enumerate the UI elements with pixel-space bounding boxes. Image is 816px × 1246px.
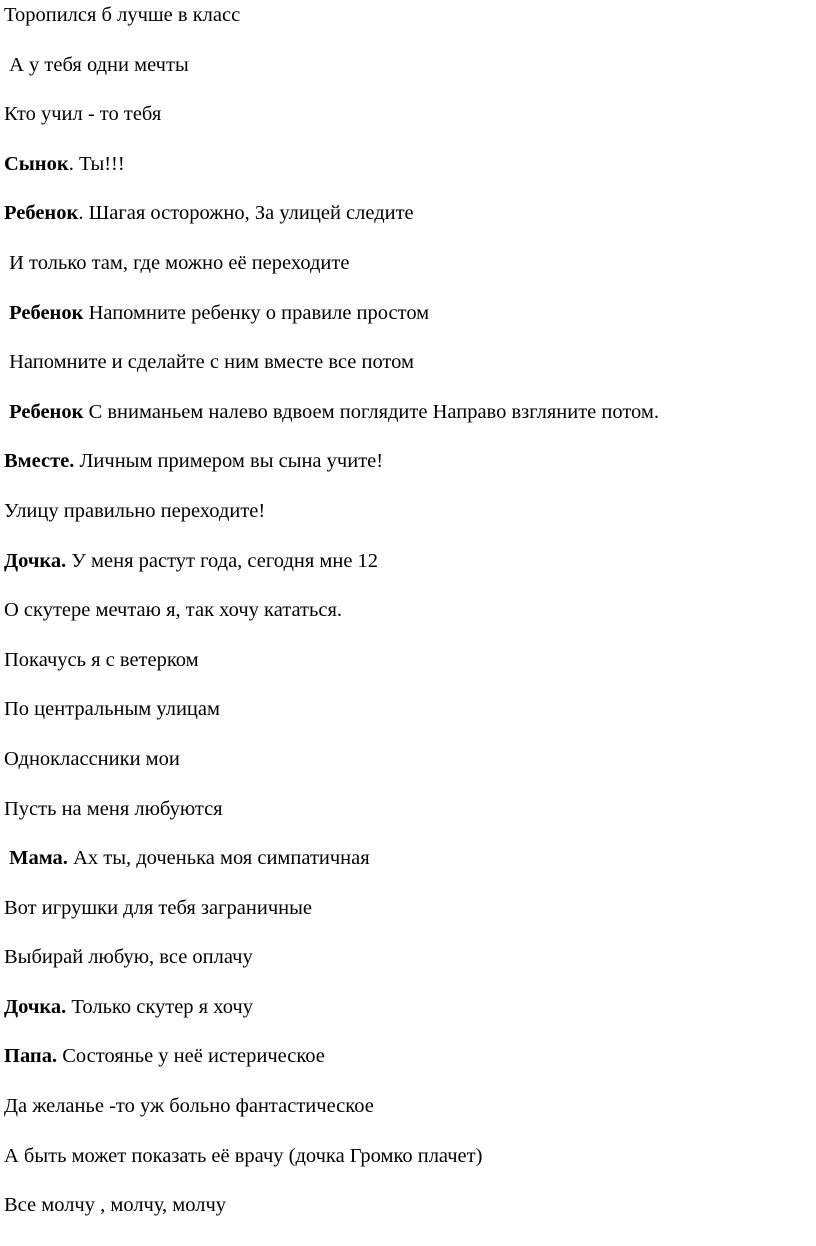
speaker-name: Мама. <box>4 847 68 870</box>
line-text: По центральным улицам <box>4 698 220 721</box>
text-line <box>4 149 812 199</box>
text-line <box>4 1190 812 1240</box>
text-line <box>4 397 812 447</box>
speaker-name: Ребенок <box>4 301 84 324</box>
line-text: Все молчу , молчу, молчу <box>4 1194 227 1217</box>
text-line <box>4 347 812 397</box>
text-line <box>4 99 812 149</box>
text-line <box>4 794 812 844</box>
line-text: Одноклассники мои <box>4 747 180 770</box>
line-text: Да желанье -то уж больно фантастическое <box>4 1095 374 1118</box>
speaker-name: Папа. <box>4 1045 58 1068</box>
speaker-name: Ребенок <box>4 202 79 225</box>
line-text: Ах ты, доченька моя симпатичная <box>67 847 370 870</box>
text-line <box>4 546 812 596</box>
speaker-name: Ребенок <box>4 400 84 423</box>
text-line <box>4 0 812 50</box>
line-text: А быть может показать её врачу (дочка Громко плачет) <box>4 1144 483 1167</box>
text-line <box>4 893 812 943</box>
text-line <box>4 50 812 100</box>
line-text: Торопился б лучше в класс <box>4 4 241 26</box>
text-line <box>4 1041 812 1091</box>
text-line <box>4 942 812 992</box>
text-line <box>4 248 812 298</box>
text-line <box>4 298 812 348</box>
text-line <box>4 595 812 645</box>
text-line <box>4 496 812 546</box>
line-text: Только скутер я хочу <box>66 995 253 1018</box>
line-text: Состоянье у неё истерическое <box>57 1045 325 1068</box>
line-text: . Ты!!! <box>68 152 125 175</box>
text-line <box>4 744 812 794</box>
line-text: С вниманьем налево вдвоем поглядите Направо взгляните потом. <box>83 400 659 423</box>
line-text: А у тебя одни мечты <box>4 53 189 76</box>
text-line <box>4 992 812 1042</box>
line-text: Улицу правильно переходите! <box>4 499 266 522</box>
line-text: Личным примером вы сына учите! <box>74 450 384 473</box>
text-line <box>4 645 812 695</box>
line-text: Кто учил - то тебя <box>4 103 162 126</box>
text-line <box>4 198 812 248</box>
text-line <box>4 446 812 496</box>
speaker-name: Дочка. <box>4 549 67 572</box>
line-text: И только там, где можно её переходите <box>4 251 350 274</box>
text-line <box>4 694 812 744</box>
line-text: О скутере мечтаю я, так хочу кататься. <box>4 599 342 622</box>
speaker-name: Дочка. <box>4 995 67 1018</box>
text-line <box>4 843 812 893</box>
speaker-name: Вместе. <box>4 450 75 473</box>
line-text: У меня растут года, сегодня мне 12 <box>66 549 379 572</box>
line-text: Напомните ребенку о правиле простом <box>83 301 430 324</box>
line-text: . Шагая осторожно, За улицей следите <box>78 202 414 225</box>
text-line <box>4 1141 812 1191</box>
line-text: Покачусь я с ветерком <box>4 648 199 671</box>
speaker-name: Сынок <box>4 152 69 175</box>
line-text: Напомните и сделайте с ним вместе все потом <box>4 351 414 374</box>
document-body <box>4 0 812 1240</box>
line-text: Пусть на меня любуются <box>4 797 223 820</box>
text-line <box>4 1091 812 1141</box>
line-text: Выбирай любую, все оплачу <box>4 946 253 969</box>
line-text: Вот игрушки для тебя заграничные <box>4 896 312 919</box>
